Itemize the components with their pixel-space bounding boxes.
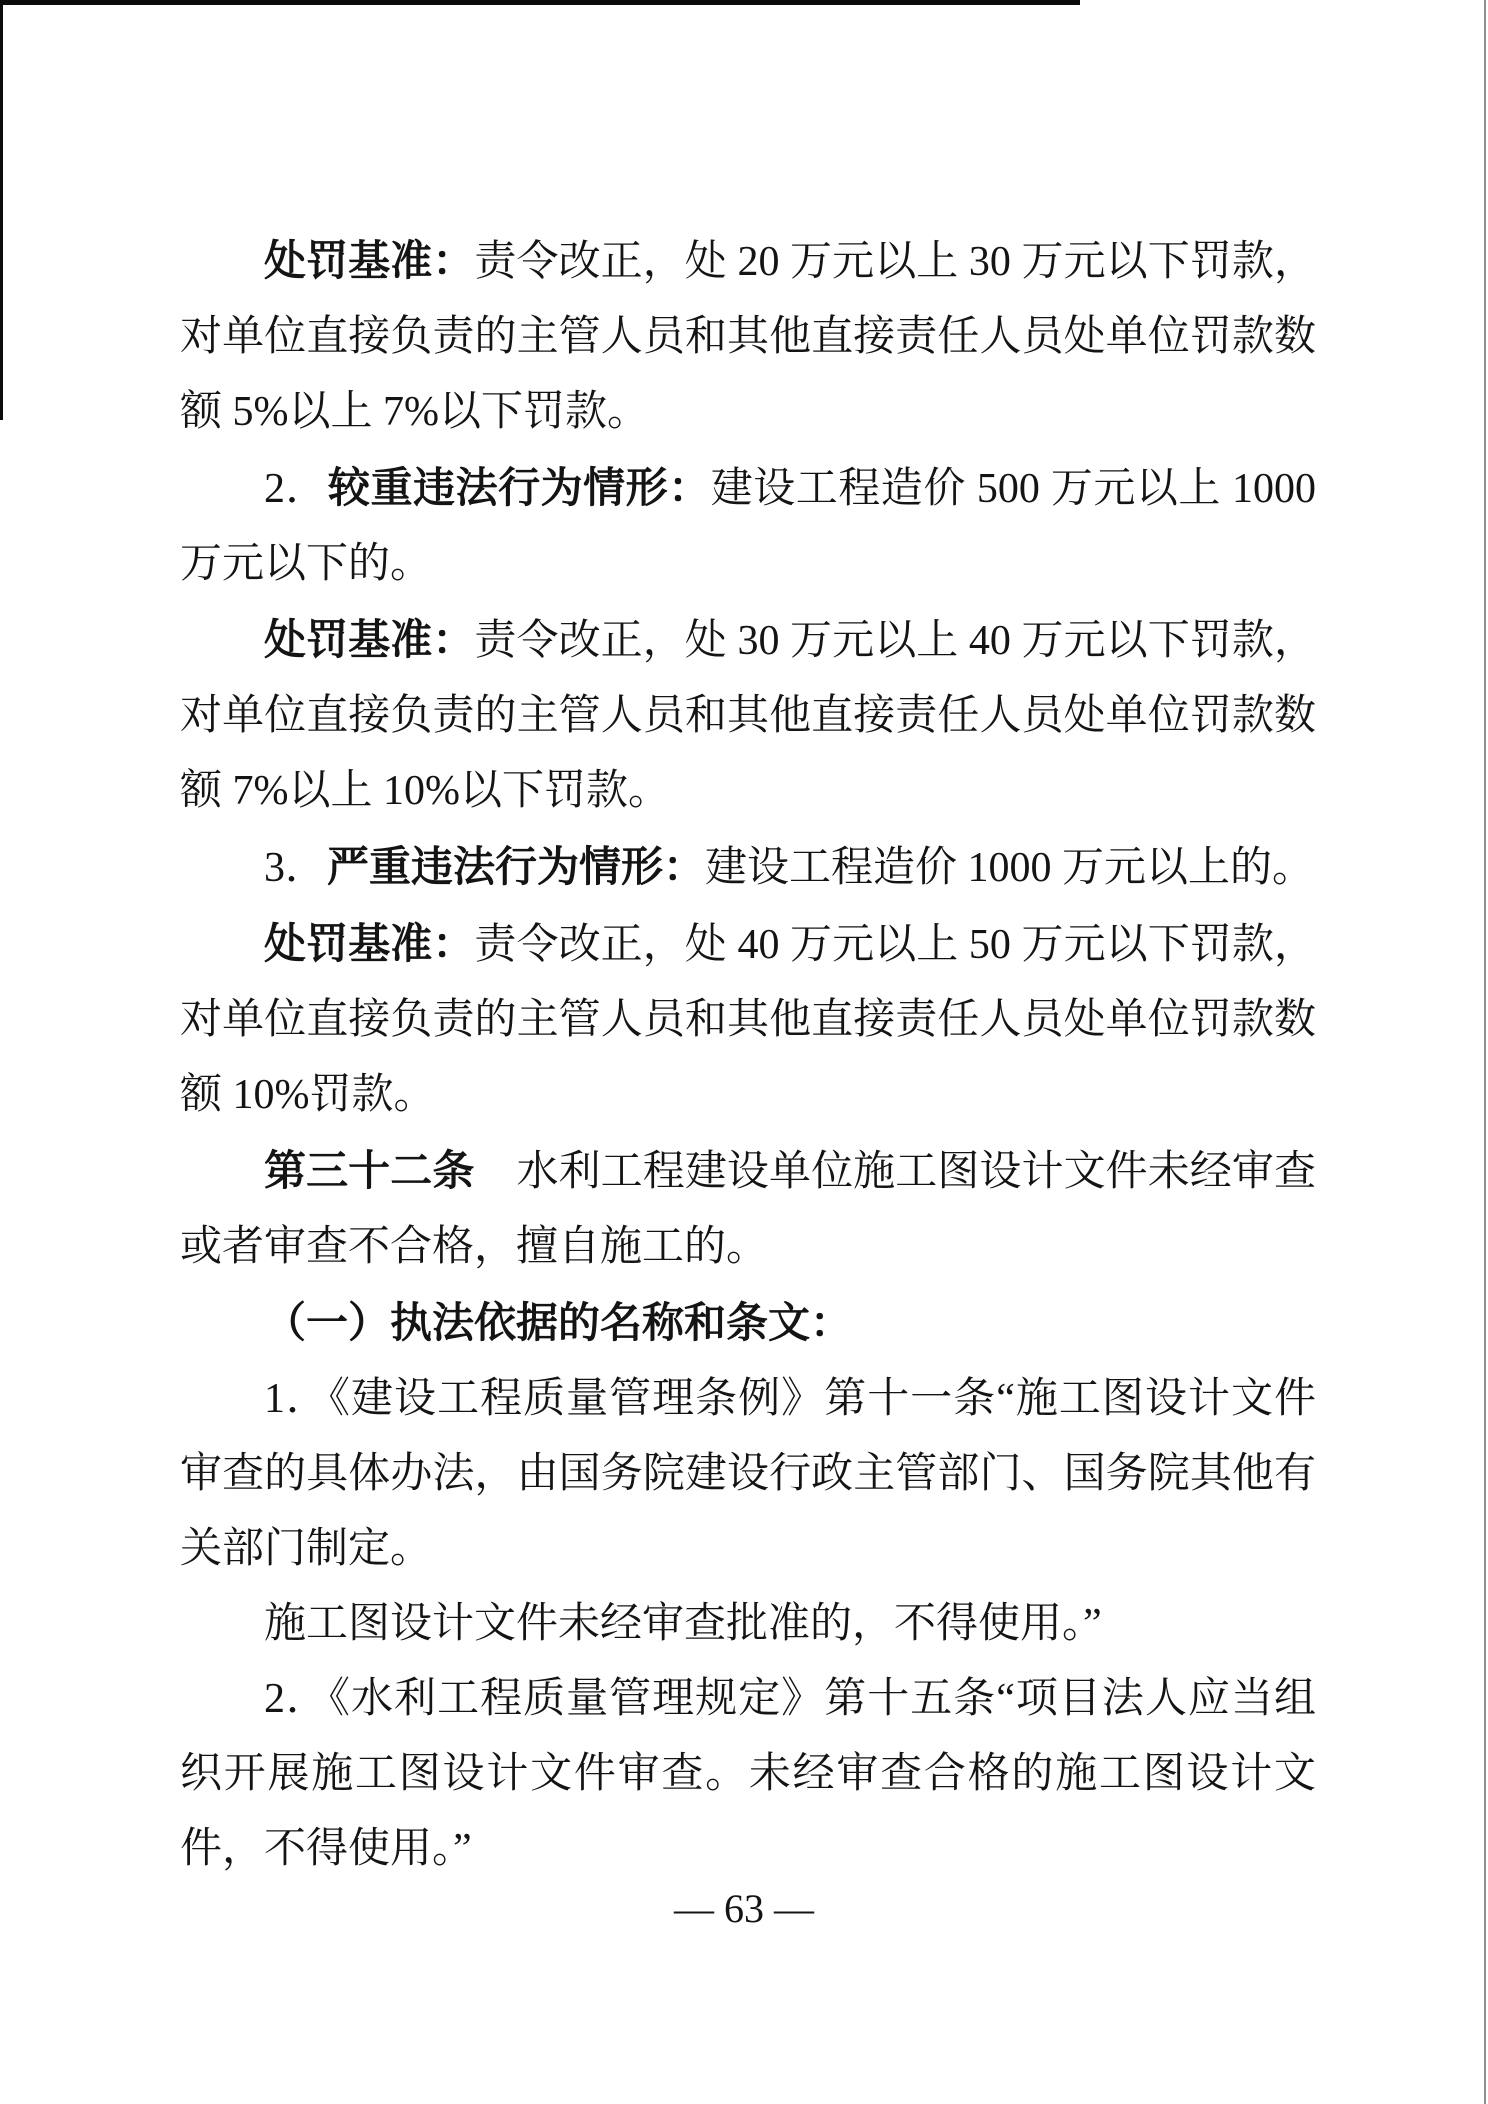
violation-moderate-label: 较重违法行为情形： xyxy=(328,464,711,511)
violation-severe-text: 建设工程造价 1000 万元以上的。 xyxy=(705,845,1315,891)
legal-basis-text: 2．《水利工程质量管理规定》第十五条“项目法人应当组织开展施工图设计文件审查。未经审查合格的施工图设计文件，不得使用。” xyxy=(180,1676,1316,1872)
paragraph-legal-basis-1-continued xyxy=(180,1587,1316,1662)
penalty-standard-label: 处罚基准： xyxy=(264,616,475,663)
list-number: 3． xyxy=(264,845,328,891)
article-text: 水利工程建设单位施工图设计文件未经审查或者审查不合格，擅自施工的。 xyxy=(180,1149,1316,1270)
article-number-label: 第三十二条 xyxy=(264,1147,475,1194)
penalty-standard-label: 处罚基准： xyxy=(264,237,475,284)
penalty-standard-text: 责令改正，处 20 万元以上 30 万元以下罚款，对单位直接负责的主管人员和其他直接责任人员处单位罚款数额 5%以上 7%以下罚款。 xyxy=(180,239,1316,435)
violation-severe-label: 严重违法行为情形： xyxy=(327,843,706,890)
paragraph-legal-basis-1 xyxy=(180,1362,1316,1587)
paragraph-penalty-standard-3 xyxy=(180,906,1316,1133)
paragraph-article-32 xyxy=(180,1133,1316,1285)
paragraph-legal-basis-2 xyxy=(180,1662,1316,1887)
legal-basis-text: 1．《建设工程质量管理条例》第十一条“施工图设计文件审查的具体办法，由国务院建设行政主管部门、国务院其他有关部门制定。 xyxy=(180,1376,1316,1572)
penalty-standard-text: 责令改正，处 40 万元以上 50 万元以下罚款，对单位直接负责的主管人员和其他直接责任人员处单位罚款数额 10%罚款。 xyxy=(180,922,1316,1118)
paragraph-section-heading xyxy=(180,1285,1316,1362)
scan-edge-left xyxy=(0,0,3,420)
paragraph-penalty-standard-2 xyxy=(180,602,1316,829)
violation-moderate-text: 建设工程造价 500 万元以上 1000 万元以下的。 xyxy=(180,466,1316,587)
list-number: 2． xyxy=(264,466,329,512)
paragraph-penalty-standard-1 xyxy=(180,223,1316,450)
section-heading-label: （一）执法依据的名称和条文： xyxy=(264,1299,853,1346)
scan-edge-right xyxy=(1484,0,1486,2104)
penalty-standard-text: 责令改正，处 30 万元以上 40 万元以下罚款，对单位直接负责的主管人员和其他直接责任人员处单位罚款数额 7%以上 10%以下罚款。 xyxy=(180,618,1316,814)
penalty-standard-label: 处罚基准： xyxy=(264,920,475,967)
legal-basis-text: 施工图设计文件未经审查批准的，不得使用。” xyxy=(264,1601,1102,1647)
page-number: — 63 — xyxy=(674,1886,814,1931)
scan-edge-top xyxy=(0,0,1080,5)
paragraph-violation-severe xyxy=(180,829,1316,906)
document-body xyxy=(180,223,1316,1887)
paragraph-violation-moderate xyxy=(180,450,1316,602)
